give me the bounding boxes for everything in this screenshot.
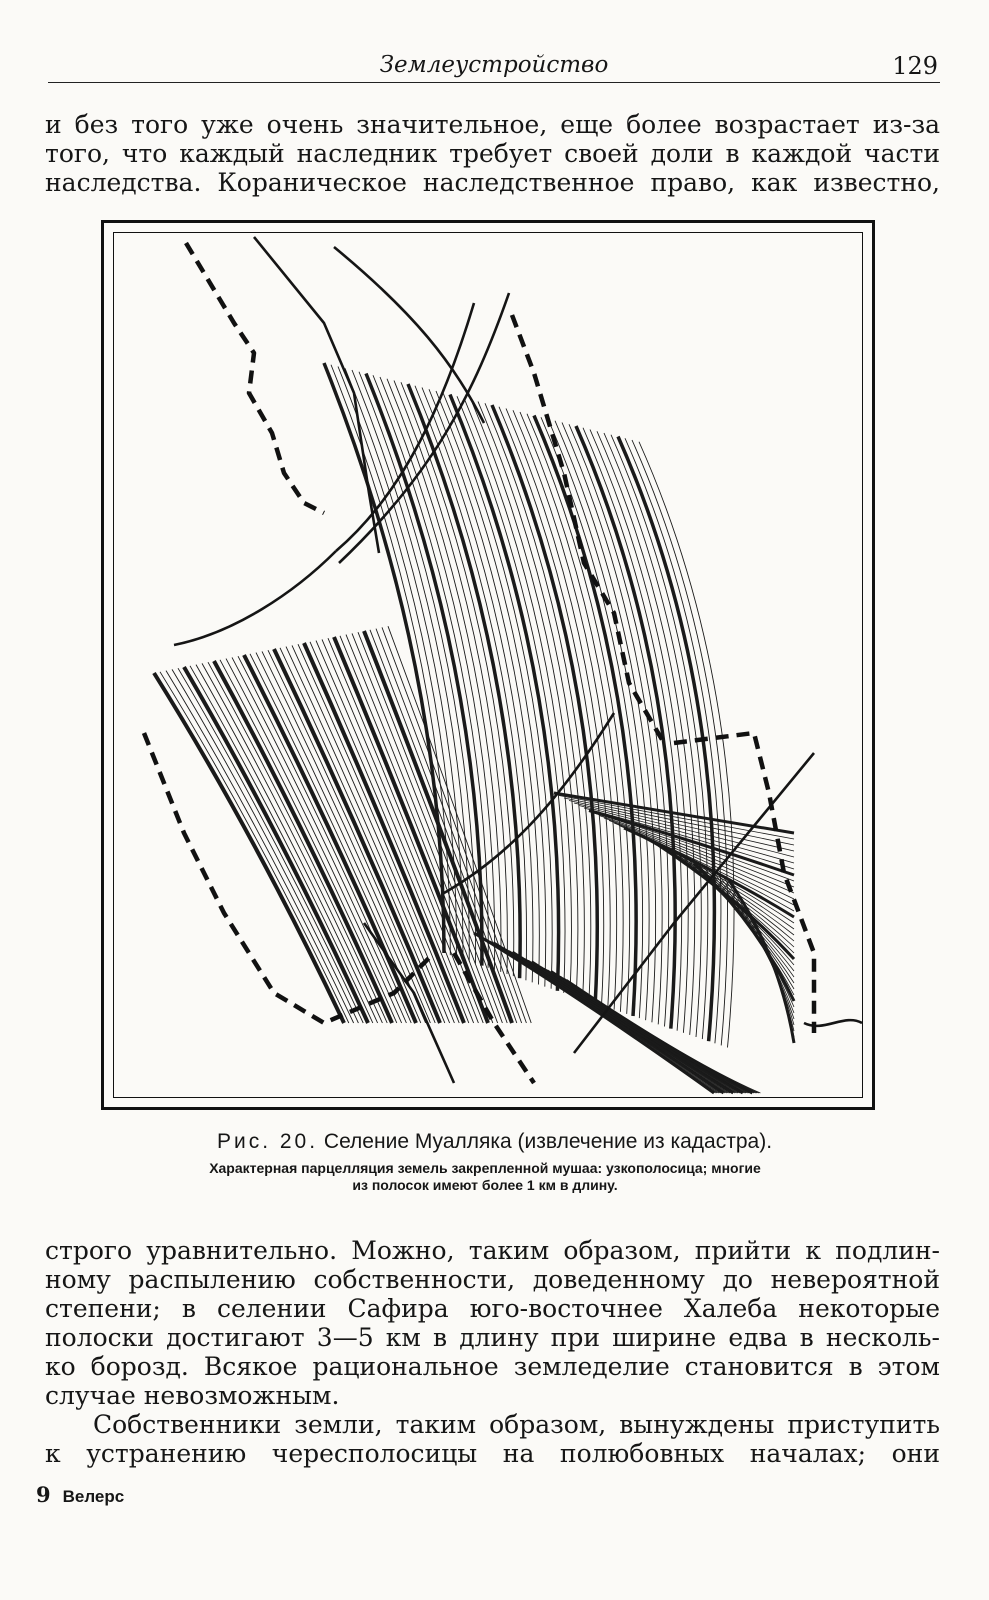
text-line: случае невозможным. [45, 1381, 340, 1410]
printer-signature [36, 1482, 124, 1507]
parcel-strip [499, 407, 604, 1006]
text-line: к устранению чересполосицы на полюбовных началах; они [45, 1439, 940, 1468]
running-title: Землеустройство [379, 52, 609, 78]
text-line: и без того уже очень значительное, еще более возрастает из-за [45, 110, 940, 139]
page-number: 129 [892, 52, 938, 80]
paragraph-top [45, 110, 940, 197]
village-boundary-dashed [186, 243, 324, 513]
figure-note-line: Характерная парцелляция земель закрепленной мушаа: узкополосица; многие [209, 1160, 761, 1176]
signature-text: Велерс [62, 1487, 125, 1506]
text-line: ко борозд. Всякое рациональное земледелие становится в этом [45, 1352, 940, 1381]
text-line: ному распылению собственности, доведенному до невероятной [45, 1265, 940, 1294]
cadastre-map [114, 233, 863, 1098]
parcel-strip [322, 639, 478, 1023]
parcel-strip [569, 801, 794, 852]
parcel-strip [564, 978, 759, 1093]
parcel-strip [238, 656, 411, 1023]
figure-note [90, 1160, 880, 1194]
cadastre-map-figure [101, 220, 875, 1110]
text-line: строго уравнительно. Можно, таким образом, прийти к подлин- [45, 1236, 940, 1265]
paragraph-middle [45, 1236, 940, 1410]
paragraph-bottom [45, 1410, 940, 1468]
text-line: степени; в селении Сафира юго-восточнее Халеба некоторые [45, 1294, 940, 1323]
text-line: того, что каждый наследник требует своей доли в каждой части [45, 139, 940, 168]
text-line: наследства. Кораническое наследственное право, как известно, [45, 168, 940, 197]
signature-number: 9 [36, 1482, 51, 1507]
figure-title: Селение Муалляка (извлечение из кадастра). [323, 1130, 773, 1153]
figure-note-line: из полосок имеют более 1 км в длину. [352, 1177, 618, 1193]
parcel-strip [492, 405, 597, 1003]
parcel-strip [376, 629, 522, 1023]
cadastre-map-frame [113, 232, 863, 1098]
parcel-strip [560, 976, 757, 1093]
road [254, 237, 379, 553]
text-line: Собственники земли, таким образом, вынуждены приступить [93, 1410, 940, 1439]
parcel-strip [382, 627, 526, 1023]
road [174, 551, 336, 645]
text-line: полоски достигают 3—5 км в длину при ширине едва в несколь- [45, 1323, 940, 1352]
figure-caption [0, 1130, 989, 1154]
parcel-strip [352, 633, 502, 1023]
parcel-strip [557, 975, 755, 1093]
figure-label: Рис. 20. [216, 1130, 319, 1153]
page-header [48, 48, 940, 83]
